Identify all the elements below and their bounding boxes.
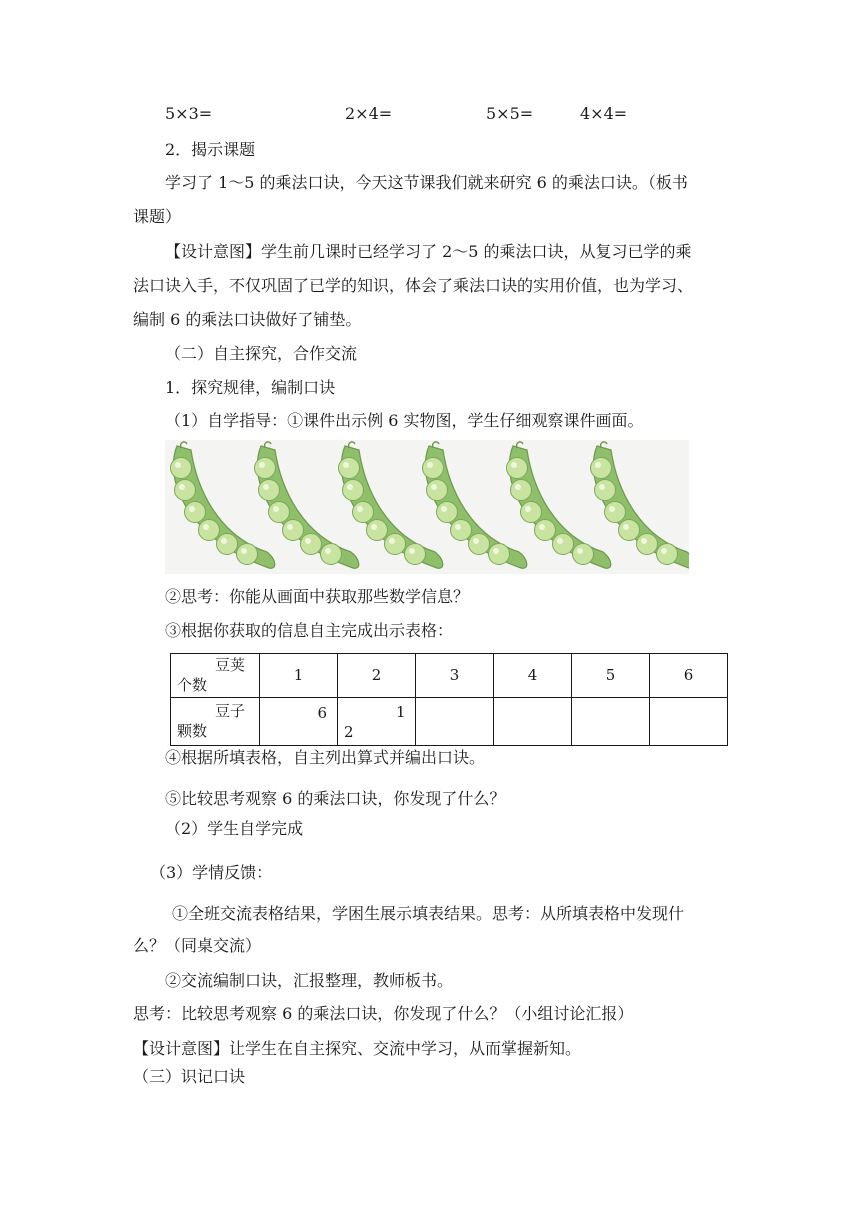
pea-highlight bbox=[263, 484, 269, 490]
pea-pods-illustration bbox=[165, 440, 689, 574]
feedback-2: ②交流编制口诀，汇报整理，教师板书。 bbox=[165, 971, 454, 990]
compare-step: ⑤比较思考观察 6 的乘法口诀，你发现了什么？ bbox=[165, 789, 506, 808]
table-cell: 1 bbox=[260, 654, 338, 698]
row-label-pods bbox=[171, 654, 260, 698]
pea-highlight bbox=[259, 462, 265, 468]
table-cell bbox=[494, 697, 572, 745]
feedback-heading: （3）学情反馈： bbox=[150, 863, 273, 882]
table-cell: 3 bbox=[416, 654, 494, 698]
self-study-guide: （1）自学指导：①课件出示例 6 实物图，学生仔细观察课件画面。 bbox=[165, 411, 644, 430]
pea bbox=[255, 458, 276, 479]
section-2-heading: （二）自主探究，合作交流 bbox=[165, 344, 358, 363]
intro-paragraph-line-1: 学习了 1～5 的乘法口诀，今天这节课我们就来研究 6 的乘法口诀。（板书 bbox=[165, 173, 688, 192]
pea-highlight bbox=[189, 506, 195, 512]
pea-highlight bbox=[221, 538, 227, 544]
intro-paragraph-line-2: 课题） bbox=[133, 207, 182, 226]
table-cell bbox=[572, 697, 650, 745]
heading-reveal-topic: 2．揭示课题 bbox=[165, 140, 256, 159]
pea bbox=[437, 502, 458, 523]
pea bbox=[367, 520, 388, 541]
table-cell: 6 bbox=[260, 697, 338, 745]
pea-highlight bbox=[623, 524, 629, 530]
pea bbox=[259, 480, 280, 501]
pea bbox=[385, 534, 406, 555]
pea-highlight bbox=[325, 548, 331, 554]
pea bbox=[619, 520, 640, 541]
pea bbox=[321, 544, 342, 565]
pea-highlight bbox=[273, 506, 279, 512]
pea-highlight bbox=[241, 548, 247, 554]
pea-highlight bbox=[427, 462, 433, 468]
pea-highlight bbox=[343, 462, 349, 468]
pea-count-table bbox=[170, 653, 728, 746]
pea bbox=[199, 520, 220, 541]
pea-highlight bbox=[595, 462, 601, 468]
review-equation-3: 5×5= bbox=[486, 104, 534, 123]
pea-highlight bbox=[179, 484, 185, 490]
review-equation-2: 2×4= bbox=[345, 104, 393, 123]
design-intent-1-line-2: 法口诀入手，不仅巩固了已学的知识，体会了乘法口诀的实用价值，也为学习、 bbox=[133, 276, 694, 295]
pea-highlight bbox=[287, 524, 293, 530]
pea-highlight bbox=[371, 524, 377, 530]
pea bbox=[237, 544, 258, 565]
pea bbox=[185, 502, 206, 523]
self-complete-step: （2）学生自学完成 bbox=[165, 819, 304, 838]
pea-highlight bbox=[641, 538, 647, 544]
pea bbox=[353, 502, 374, 523]
pea-highlight bbox=[599, 484, 605, 490]
pea bbox=[217, 534, 238, 555]
table-cell bbox=[650, 697, 728, 745]
pea bbox=[269, 502, 290, 523]
pea bbox=[657, 544, 678, 565]
pea bbox=[405, 544, 426, 565]
pea bbox=[591, 458, 612, 479]
table-cell: 5 bbox=[572, 654, 650, 698]
pea bbox=[339, 458, 360, 479]
feedback-1-line-2: 么？（同桌交流） bbox=[133, 936, 262, 955]
table-cell bbox=[416, 697, 494, 745]
pea bbox=[489, 544, 510, 565]
pea bbox=[171, 458, 192, 479]
pea-highlight bbox=[347, 484, 353, 490]
table-cell: 4 bbox=[494, 654, 572, 698]
cell-value-part-2: 2 bbox=[344, 722, 354, 741]
row-label-pods-line-1: 豆荚 bbox=[215, 656, 246, 675]
pea-highlight bbox=[525, 506, 531, 512]
pea-highlight bbox=[305, 538, 311, 544]
think-2: 思考：比较思考观察 6 的乘法口诀，你发现了什么？（小组讨论汇报） bbox=[133, 1004, 634, 1023]
pea-highlight bbox=[493, 548, 499, 554]
row-label-peas-line-2: 颗数 bbox=[177, 722, 208, 741]
design-intent-1-line-3: 编制 6 的乘法口诀做好了铺垫。 bbox=[133, 310, 362, 329]
row-label-peas bbox=[171, 697, 260, 745]
pea bbox=[521, 502, 542, 523]
step-1-heading: 1．探究规律，编制口诀 bbox=[165, 378, 336, 397]
pea-highlight bbox=[515, 484, 521, 490]
feedback-1-line-1: ①全班交流表格结果，学困生展示填表结果。思考：从所填表格中发现什 bbox=[172, 904, 685, 923]
design-intent-1-line-1: 【设计意图】学生前几课时已经学习了 2～5 的乘法口诀，从复习已学的乘 bbox=[165, 242, 692, 261]
review-equation-1: 5×3= bbox=[165, 104, 213, 123]
table-cell: 2 bbox=[338, 654, 416, 698]
pea bbox=[511, 480, 532, 501]
fill-table-instruction: ③根据你获取的信息自主完成出示表格： bbox=[165, 621, 454, 640]
think-question: ②思考：你能从画面中获取那些数学信息？ bbox=[165, 587, 470, 606]
pea-highlight bbox=[431, 484, 437, 490]
pea-highlight bbox=[357, 506, 363, 512]
pea-highlight bbox=[661, 548, 667, 554]
pea-highlight bbox=[409, 548, 415, 554]
design-intent-2: 【设计意图】让学生在自主探究、交流中学习，从而掌握新知。 bbox=[133, 1039, 582, 1058]
table-row bbox=[171, 697, 728, 745]
review-equation-4: 4×4= bbox=[580, 104, 628, 123]
pea-highlight bbox=[557, 538, 563, 544]
pea-highlight bbox=[389, 538, 395, 544]
pea bbox=[605, 502, 626, 523]
pea-highlight bbox=[175, 462, 181, 468]
pea bbox=[595, 480, 616, 501]
cell-value-part-1: 1 bbox=[396, 702, 406, 721]
pea bbox=[637, 534, 658, 555]
table-cell: 6 bbox=[650, 654, 728, 698]
pea bbox=[535, 520, 556, 541]
table-cell bbox=[338, 697, 416, 745]
row-label-pods-line-2: 个数 bbox=[177, 676, 208, 695]
pea bbox=[573, 544, 594, 565]
pea bbox=[283, 520, 304, 541]
pea bbox=[451, 520, 472, 541]
pea-highlight bbox=[441, 506, 447, 512]
pea-highlight bbox=[609, 506, 615, 512]
section-3-heading: （三）识记口诀 bbox=[133, 1067, 246, 1086]
pea-highlight bbox=[577, 548, 583, 554]
pea-highlight bbox=[539, 524, 545, 530]
table-row bbox=[171, 654, 728, 698]
pea bbox=[423, 458, 444, 479]
pea bbox=[469, 534, 490, 555]
pea bbox=[553, 534, 574, 555]
list-formula-step: ④根据所填表格，自主列出算式并编出口诀。 bbox=[165, 748, 486, 767]
pea-highlight bbox=[455, 524, 461, 530]
pea-highlight bbox=[511, 462, 517, 468]
pea bbox=[343, 480, 364, 501]
pea-highlight bbox=[473, 538, 479, 544]
pea bbox=[175, 480, 196, 501]
pea bbox=[427, 480, 448, 501]
pea-highlight bbox=[203, 524, 209, 530]
pea bbox=[507, 458, 528, 479]
row-label-peas-line-1: 豆子 bbox=[215, 702, 246, 721]
pea bbox=[301, 534, 322, 555]
